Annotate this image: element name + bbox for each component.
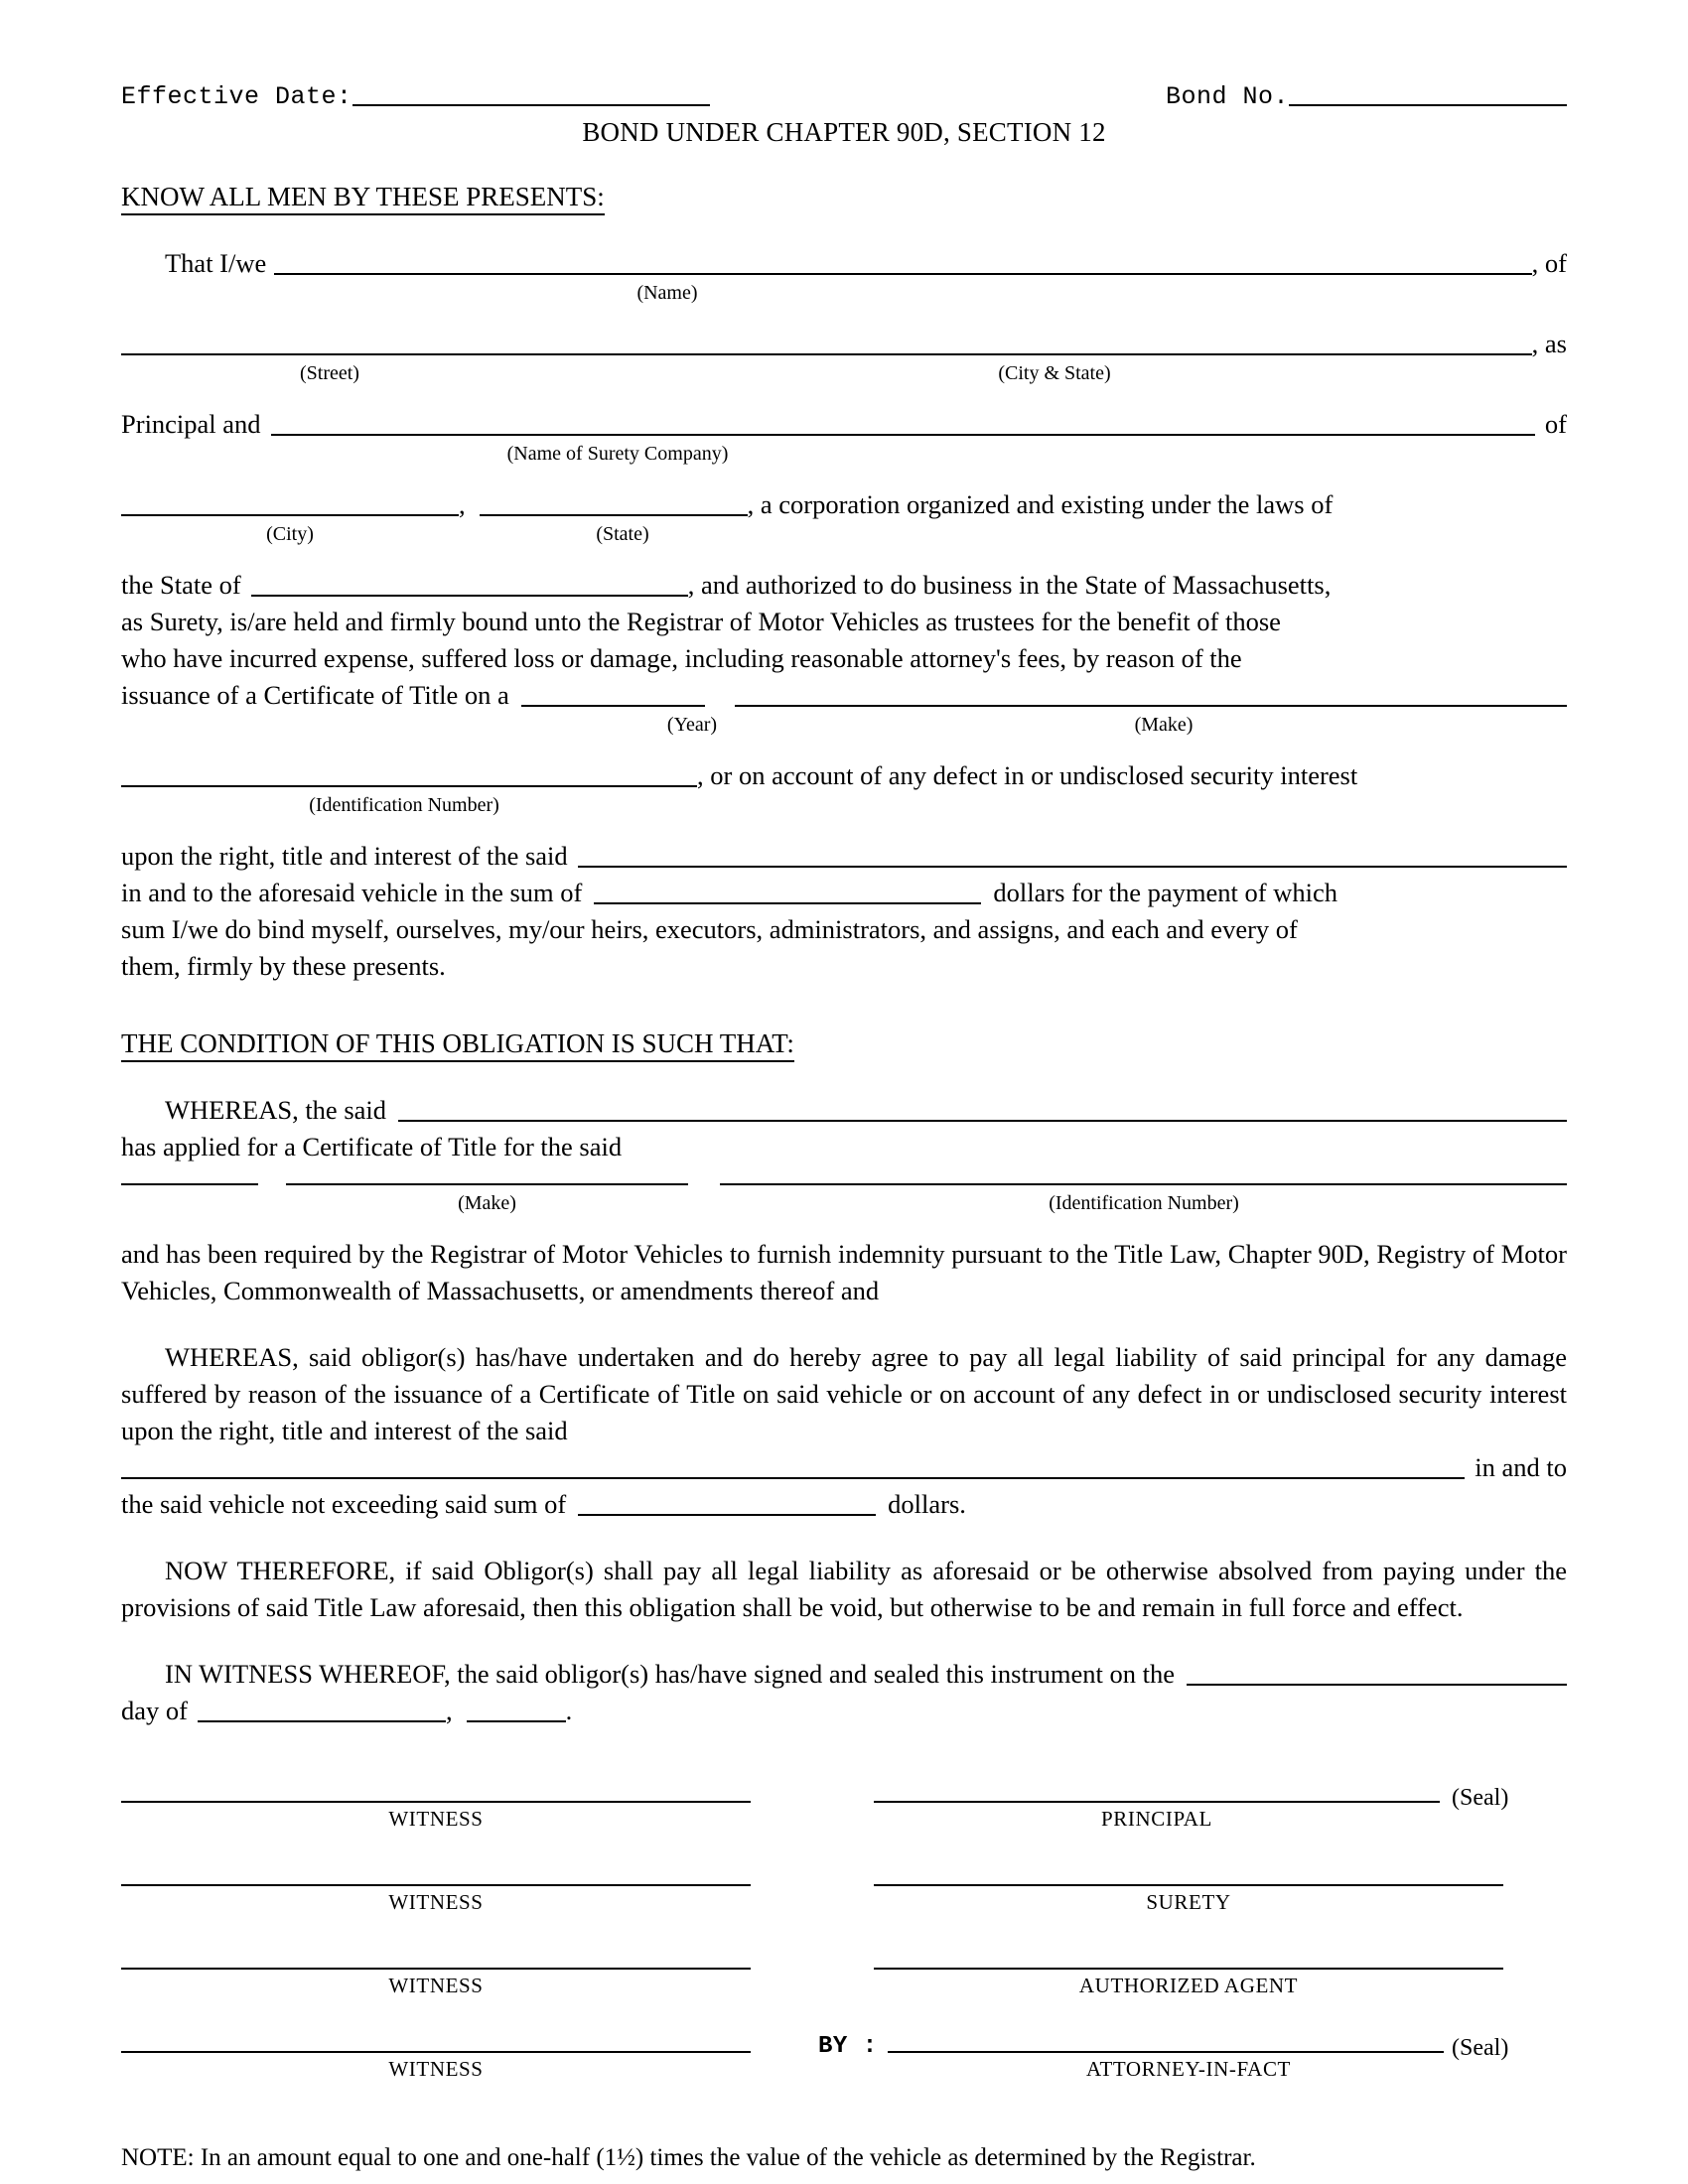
- principal-and-row: [121, 406, 1567, 443]
- authorized-clause: , and authorized to do business in the State of Massachusetts,: [687, 570, 1332, 600]
- know-all-men-heading: KNOW ALL MEN BY THESE PRESENTS:: [121, 182, 605, 215]
- said-party-blank[interactable]: [578, 866, 1567, 868]
- sum-blank[interactable]: [594, 902, 981, 904]
- page-title: BOND UNDER CHAPTER 90D, SECTION 12: [582, 117, 1106, 147]
- the-state-of-label: the State of: [121, 570, 241, 600]
- spacer: [121, 740, 1567, 757]
- principal-signature-line[interactable]: [874, 1801, 1440, 1803]
- identification-number-row: [121, 757, 1567, 794]
- know-all-men-heading-wrap: [121, 148, 1567, 215]
- witness-signature-line-2[interactable]: [121, 1884, 751, 1886]
- caption-street: (Street): [300, 362, 359, 384]
- caption-city-state: (City & State): [998, 362, 1111, 384]
- caption-identification-number: (Identification Number): [309, 794, 499, 816]
- seal-label-1: (Seal): [1452, 1785, 1509, 1811]
- whereas-party-blank[interactable]: [398, 1120, 1567, 1122]
- not-exceeding-row: [121, 1486, 1567, 1523]
- year-blank-3[interactable]: [467, 1720, 566, 1722]
- obligor-party-blank[interactable]: [121, 1477, 1465, 1479]
- issuance-year-make-row: [121, 677, 1567, 714]
- seal-label-2: (Seal): [1452, 2035, 1509, 2061]
- not-exceeding-label: the said vehicle not exceeding said sum of: [121, 1489, 567, 1519]
- spacer: [121, 1523, 1567, 1553]
- required-indemnity-paragraph: and has been required by the Registrar of Motor Vehicles to furnish indemnity pursuant to the Title Law, Chapter 90D, Registry of Motor Vehicles, Commonwealth of Massachusetts, or amendments thereof and: [121, 1239, 1567, 1305]
- upon-the-right-row: [121, 838, 1567, 875]
- year-make-caption-row: [121, 714, 1567, 740]
- spacer: [121, 1165, 1567, 1183]
- caption-make: (Make): [1134, 714, 1194, 736]
- signature-row-authorized-agent: [121, 1948, 1567, 2031]
- witness-caption-2: WITNESS: [388, 1890, 484, 1914]
- spacer: [121, 1218, 1567, 1236]
- sum-row: [121, 875, 1567, 911]
- signature-block: [121, 1781, 1567, 2115]
- address-caption-row: [121, 362, 1567, 388]
- defect-clause: , or on account of any defect in or undisclosed security interest: [697, 760, 1358, 790]
- caption-identification-number-2: (Identification Number): [1049, 1192, 1239, 1214]
- surety-company-blank[interactable]: [271, 434, 1535, 436]
- incurred-expense-line: who have incurred expense, suffered loss or damage, including reasonable attorney's fees, by reason of the: [121, 643, 1242, 673]
- year-blank-2[interactable]: [121, 1183, 258, 1185]
- in-and-to-row: [121, 1449, 1567, 1486]
- state-of-blank[interactable]: [251, 595, 688, 597]
- witness-caption-4: WITNESS: [388, 2057, 484, 2081]
- authorized-agent-caption: AUTHORIZED AGENT: [1078, 1974, 1299, 1997]
- now-therefore-text: NOW THEREFORE, if said Obligor(s) shall pay all legal liability as aforesaid or be otherwise absolved from paying under the provisions of said Title Law aforesaid, then this obligation shall be void, but otherwise to be and remain in full force and effect.: [121, 1556, 1567, 1622]
- witness-signature-line-4[interactable]: [121, 2051, 751, 2053]
- year-blank[interactable]: [521, 705, 705, 707]
- that-i-we-row: [121, 245, 1567, 282]
- note-text: NOTE: In an amount equal to one and one-half (1½) times the value of the vehicle as determined by the Registrar.: [121, 2144, 1256, 2171]
- spacer: [121, 820, 1567, 838]
- day-of-row: [121, 1693, 1567, 1729]
- as-label: , as: [1531, 329, 1567, 358]
- period-end: .: [565, 1696, 573, 1725]
- witness-signature-line-1[interactable]: [121, 1801, 751, 1803]
- effective-date-field[interactable]: [121, 82, 710, 111]
- city-blank[interactable]: [121, 514, 459, 516]
- spacer: [121, 388, 1567, 406]
- whereas-the-said-label: WHEREAS, the said: [165, 1095, 387, 1125]
- has-applied-line: has applied for a Certificate of Title for the said: [121, 1132, 623, 1161]
- bond-no-label: Bond No.: [1165, 82, 1289, 111]
- vehicle-fields-caption-row: [121, 1192, 1567, 1218]
- signature-row-principal: [121, 1781, 1567, 1864]
- street-city-state-blank[interactable]: [121, 353, 1532, 355]
- caption-year: (Year): [666, 714, 718, 736]
- upon-the-right-label: upon the right, title and interest of the said: [121, 841, 568, 871]
- caption-make-2: (Make): [458, 1192, 516, 1214]
- in-witness-whereof-row: [121, 1656, 1567, 1693]
- authorized-agent-signature-line[interactable]: [874, 1968, 1503, 1970]
- month-blank[interactable]: [198, 1720, 446, 1722]
- effective-date-label: Effective Date:: [121, 82, 352, 111]
- of-label-2: of: [1544, 409, 1567, 439]
- day-number-blank[interactable]: [1187, 1684, 1567, 1686]
- spacer: [121, 1062, 1567, 1092]
- surety-company-caption-row: [121, 443, 1567, 469]
- vehicle-fields-row: [121, 1183, 1567, 1192]
- attorney-in-fact-signature-line[interactable]: [888, 2051, 1444, 2053]
- bond-no-blank[interactable]: [1289, 104, 1567, 106]
- bond-no-field[interactable]: [1166, 82, 1567, 111]
- whereas-obligor-paragraph: [121, 1339, 1567, 1449]
- identification-number-blank-2[interactable]: [720, 1183, 1567, 1185]
- surety-bound-line: as Surety, is/are held and firmly bound unto the Registrar of Motor Vehicles as trustees for the benefit of those: [121, 607, 1281, 636]
- caption-city: (City): [266, 523, 314, 545]
- make-blank[interactable]: [735, 705, 1567, 707]
- in-witness-whereof-label: IN WITNESS WHEREOF, the said obligor(s) has/have signed and sealed this instrument on the: [165, 1659, 1175, 1689]
- name-blank[interactable]: [274, 273, 1531, 275]
- issuance-label: issuance of a Certificate of Title on a: [121, 680, 509, 710]
- comma-after-day: ,: [445, 1696, 453, 1725]
- spacer: [121, 985, 1567, 1028]
- dollars-payment-label: dollars for the payment of which: [993, 878, 1337, 907]
- signature-row-attorney-in-fact: [121, 2031, 1567, 2115]
- principal-and-label: Principal and: [121, 409, 261, 439]
- attorney-in-fact-caption: ATTORNEY-IN-FACT: [1086, 2057, 1291, 2081]
- surety-caption: SURETY: [1146, 1890, 1231, 1914]
- identification-number-caption-row: [121, 794, 1567, 820]
- now-therefore-paragraph: [121, 1553, 1567, 1626]
- signature-row-surety: [121, 1864, 1567, 1948]
- principal-caption: PRINCIPAL: [1101, 1807, 1212, 1831]
- firmly-presents-line: them, firmly by these presents.: [121, 951, 446, 981]
- make-blank-2[interactable]: [286, 1183, 688, 1185]
- by-label: BY :: [818, 2033, 878, 2060]
- the-state-of-row: [121, 567, 1567, 604]
- comma-1: ,: [459, 489, 466, 519]
- surety-signature-line[interactable]: [874, 1884, 1503, 1886]
- that-i-we-label: That I/we: [165, 248, 267, 278]
- in-and-to-sum-label: in and to the aforesaid vehicle in the sum of: [121, 878, 583, 907]
- not-exceeding-sum-blank[interactable]: [578, 1514, 876, 1516]
- spacer: [121, 549, 1567, 567]
- city-state-caption-row: [121, 523, 1567, 549]
- of-label-1: , of: [1531, 248, 1567, 278]
- document-body: [121, 77, 1567, 2172]
- corporation-clause: , a corporation organized and existing under the laws of: [747, 489, 1334, 519]
- spacer: [121, 215, 1567, 245]
- spacer: [121, 308, 1567, 326]
- in-and-to-label: in and to: [1475, 1452, 1567, 1482]
- city-state-corp-row: [121, 486, 1567, 523]
- spacer: [121, 1626, 1567, 1656]
- spacer: [121, 1309, 1567, 1339]
- whereas-the-said-row: [121, 1092, 1567, 1129]
- bind-myself-line: sum I/we do bind myself, ourselves, my/our heirs, executors, administrators, and assigns, and each and every of: [121, 914, 1298, 944]
- day-of-label: day of: [121, 1696, 188, 1725]
- witness-signature-line-3[interactable]: [121, 1968, 751, 1970]
- address-row: [121, 326, 1567, 362]
- state-blank[interactable]: [480, 514, 748, 516]
- caption-surety-company: (Name of Surety Company): [506, 443, 729, 465]
- effective-date-blank[interactable]: [352, 104, 710, 106]
- condition-heading: THE CONDITION OF THIS OBLIGATION IS SUCH THAT:: [121, 1028, 794, 1062]
- witness-caption-1: WITNESS: [388, 1807, 484, 1831]
- header-row: [121, 77, 1567, 111]
- condition-heading-wrap: [121, 1028, 1567, 1062]
- spacer: [121, 469, 1567, 486]
- whereas-obligor-text: WHEREAS, said obligor(s) has/have undertaken and do hereby agree to pay all legal liability of said principal for any damage suffered by reason of the issuance of a Certificate of Title on said vehicle or on account of any defect in or undisclosed security interest upon the right, title and interest of the said: [121, 1342, 1567, 1445]
- name-caption-row: [121, 282, 1567, 308]
- identification-number-blank[interactable]: [121, 785, 697, 787]
- dollars-period-label: dollars.: [888, 1489, 966, 1519]
- caption-name: (Name): [636, 282, 698, 304]
- caption-state: (State): [596, 523, 649, 545]
- witness-caption-3: WITNESS: [388, 1974, 484, 1997]
